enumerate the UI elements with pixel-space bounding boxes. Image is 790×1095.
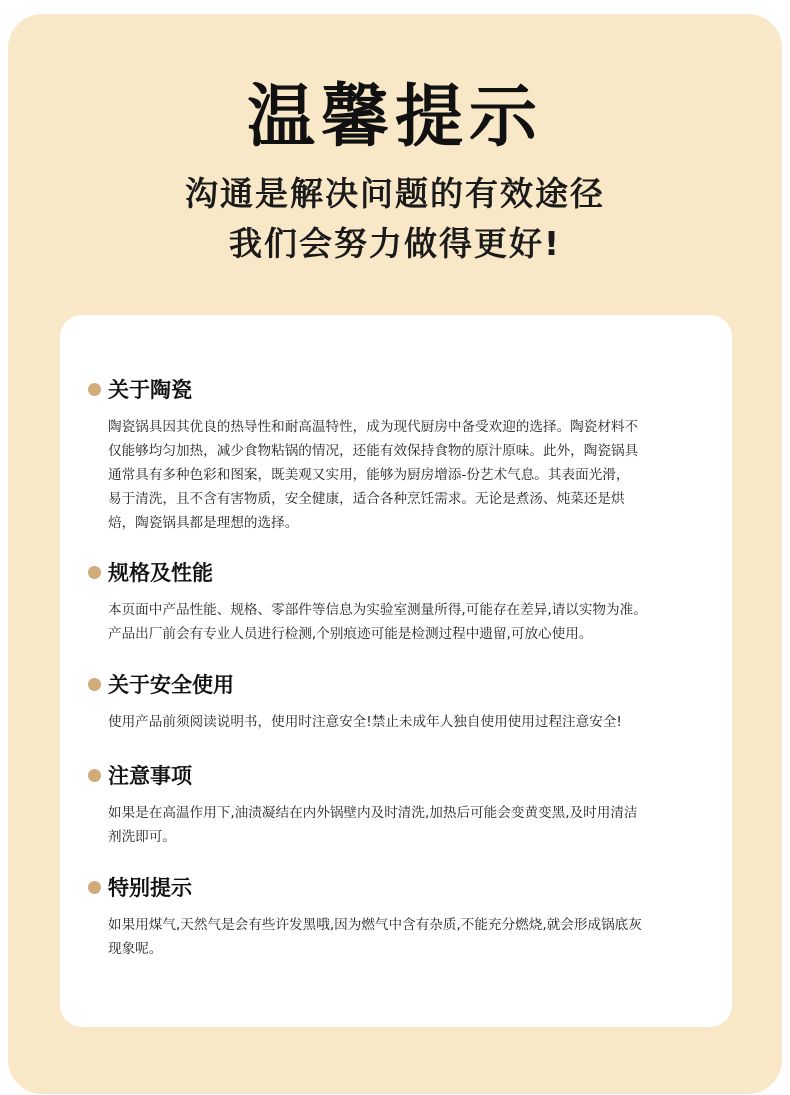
bullet-dot-icon bbox=[88, 678, 101, 691]
section-header bbox=[60, 670, 660, 700]
body-line: 焙，陶瓷锅具都是理想的选择。 bbox=[108, 515, 299, 531]
section-header bbox=[60, 375, 660, 405]
body-line: 如果用煤气,天然气是会有些许发黑哦,因为燃气中含有杂质,不能充分燃烧,就会形成锅底灰 bbox=[108, 917, 642, 933]
section-header bbox=[60, 761, 660, 791]
section-title: 特别提示 bbox=[108, 876, 192, 900]
body-line: 仅能够均匀加热，减少食物粘锅的情况，还能有效保持食物的原汁原味。此外，陶瓷锅具 bbox=[108, 443, 639, 459]
body-line: 易于清洗，且不含有害物质，安全健康，适合各种烹饪需求。无论是煮汤、炖菜还是烘 bbox=[108, 491, 625, 507]
body-line: 产品出厂前会有专业人员进行检测,个别痕迹可能是检测过程中遗留,可放心使用。 bbox=[108, 626, 593, 642]
bullet-dot-icon bbox=[88, 881, 101, 894]
bullet-dot-icon bbox=[88, 566, 101, 579]
body-line: 陶瓷锅具因其优良的热导性和耐高温特性，成为现代厨房中备受欢迎的选择。陶瓷材料不 bbox=[108, 419, 639, 435]
section-body bbox=[108, 913, 704, 961]
body-line: 通常具有多种色彩和图案，既美观又实用，能够为厨房增添-份艺术气息。其表面光滑， bbox=[108, 467, 630, 483]
bullet-dot-icon bbox=[88, 383, 101, 396]
section-body bbox=[108, 801, 704, 849]
body-line: 如果是在高温作用下,油渍凝结在内外锅壁内及时清洗,加热后可能会变黄变黑,及时用清洁 bbox=[108, 805, 638, 821]
section-body bbox=[108, 710, 704, 734]
body-line: 使用产品前须阅读说明书，使用时注意安全!禁止未成年人独自使用使用过程注意安全! bbox=[108, 714, 622, 730]
section-body bbox=[108, 598, 704, 646]
bullet-dot-icon bbox=[88, 769, 101, 782]
section-title: 规格及性能 bbox=[108, 561, 213, 585]
content-card bbox=[60, 315, 732, 1027]
body-line: 本页面中产品性能、规格、零部件等信息为实验室测量所得,可能存在差异,请以实物为准。 bbox=[108, 602, 647, 618]
section-title: 关于陶瓷 bbox=[108, 378, 192, 402]
body-line: 剂洗即可。 bbox=[108, 829, 176, 845]
section-title: 关于安全使用 bbox=[108, 673, 234, 697]
subtitle-line-1: 沟通是解决问题的有效途径 bbox=[185, 174, 605, 213]
page-title: 温馨提示 bbox=[246, 78, 543, 157]
section-header bbox=[60, 558, 660, 588]
section-body bbox=[108, 415, 704, 535]
subtitle-line-2: 我们会努力做得更好! bbox=[228, 224, 562, 263]
section-title: 注意事项 bbox=[108, 764, 192, 788]
section-header bbox=[60, 873, 660, 903]
body-line: 现象呢。 bbox=[108, 941, 163, 957]
